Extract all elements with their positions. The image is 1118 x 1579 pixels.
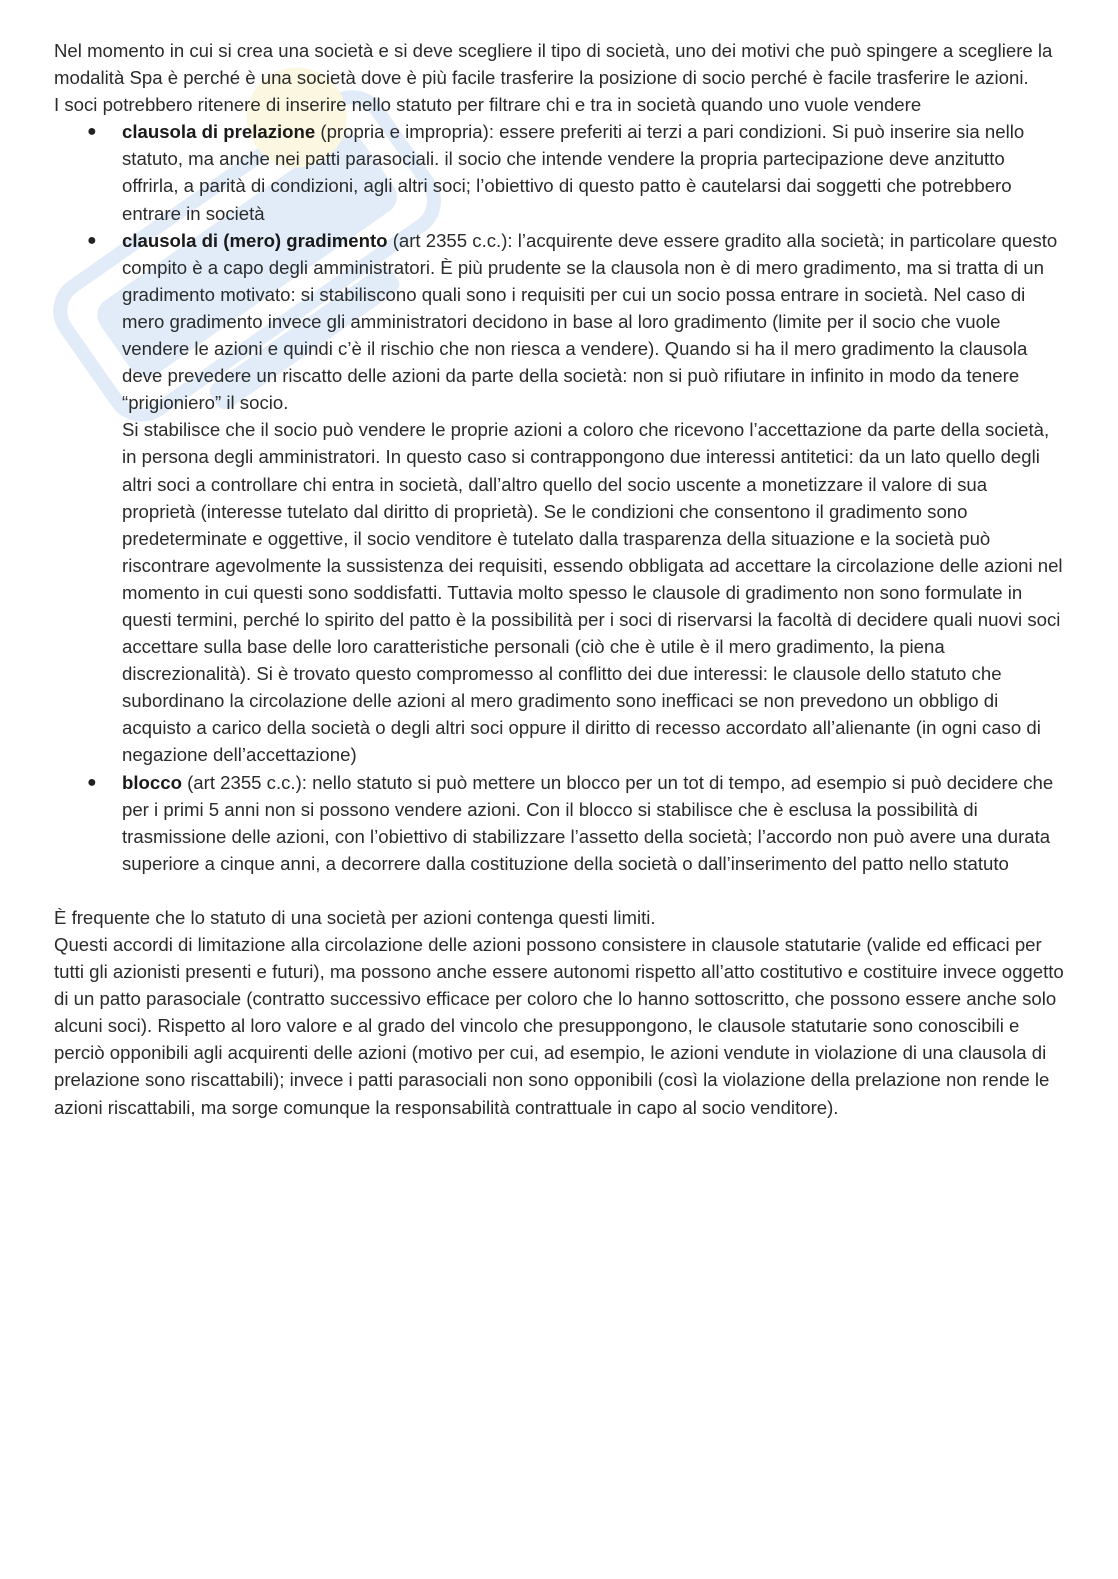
intro-paragraph-2: I soci potrebbero ritenere di inserire nello statuto per filtrare chi e tra in società quando uno vuole vendere xyxy=(54,94,922,116)
closing-paragraph-2: Questi accordi di limitazione alla circolazione delle azioni possono consistere in clausole statutarie (valide ed efficaci per tutti gli azionisti presenti e futuri), ma possono anche essere autonomi rispetto all’atto costitutivo e costituire invece oggetto di un patto parasociale (contratto successivo efficace per coloro che lo hanno sottoscritto, che possono essere anche solo alcuni soci). Rispetto al loro valore e al grado del vincolo che presuppongono, le clausole statutarie sono conoscibili e perciò opponibili agli acquirenti delle azioni (motivo per cui, ad esempio, le azioni vendute in violazione di una clausola di prelazione sono riscattabili); invece i patti parasociali non sono opponibili (così la violazione della prelazione non rende le azioni riscattabili, ma sorge comunque la responsabilità contrattuale in capo al socio venditore). xyxy=(54,934,1064,1118)
list-item-gradimento xyxy=(87,227,1064,769)
text-gradimento: (art 2355 c.c.): l’acquirente deve essere gradito alla società; in particolare questo compito è a capo degli amministratori. È più prudente se la clausola non è di mero gradimento, ma si tratta di un gradimento motivato: si stabiliscono quali sono i requisiti per cui un socio possa entrare in società. Nel caso di mero gradimento invece gli amministratori decidono in base al loro gradimento (limite per il socio che vuole vendere le azioni e quindi c’è il rischio che non riesca a vendere). Quando si ha il mero gradimento la clausola deve prevedere un riscatto delle azioni da parte della società: non si può rifiutare in infinito in modo da tenere “prigioniero” il socio. xyxy=(122,229,1058,414)
text-prelazione: (propria e impropria): essere preferiti ai terzi a pari condizioni. Si può inserire sia nello statuto, ma anche nei patti parasociali. il socio che intende vendere la propria partecipazione deve anzitutto offrirla, a parità di condizioni, agli altri soci; l’obiettivo di questo patto è cautelarsi dai soggetti che potrebbero entrare in società xyxy=(122,121,1025,224)
bullet-dot-icon: ● xyxy=(87,231,97,249)
text-gradimento-extra: Si stabilisce che il socio può vendere le proprie azioni a coloro che ricevono l’accettazione da parte della società, in persona degli amministratori. In questo caso si contrappongono due interessi antitetici: da un lato quello degli altri soci a controllare chi entra in società, dall’altro quello del socio uscente a monetizzare il valore di sua proprietà (interesse tutelato dal diritto di proprietà). Se le condizioni che consentono il gradimento sono predeterminate e oggettive, il socio venditore è tutelato dalla trasparenza della situazione e la società può riscontrare agevolmente la sussistenza dei requisiti, essendo obbligata ad accettare la circolazione delle azioni nel momento in cui questi sono soddisfatti. Tuttavia molto spesso le clausole di gradimento non sono formulate in questi termini, perché lo spirito del patto è la possibilità per i soci di riservarsi la facoltà di decidere quali nuovi soci accettare sulla base delle loro caratteristiche personali (ciò che è utile è il mero gradimento, la piena discrezionalità). Si è trovato questo compromesso al conflitto dei due interessi: le clausole dello statuto che subordinano la circolazione delle azioni al mero gradimento sono inefficaci se non prevedono un obbligo di acquisto a carico della società o degli altri soci oppure il diritto di recesso accordato all’alienante (in ogni caso di negazione dell’accettazione) xyxy=(122,419,1063,766)
term-blocco: blocco xyxy=(122,771,182,793)
paragraph-spacer xyxy=(54,877,1064,904)
bullet-dot-icon: ● xyxy=(87,773,97,791)
list-item-blocco xyxy=(87,769,1064,877)
closing-paragraph-1: È frequente che lo statuto di una società per azioni contenga questi limiti. xyxy=(54,906,656,928)
term-gradimento: clausola di (mero) gradimento xyxy=(122,229,388,251)
list-item-prelazione xyxy=(87,118,1064,226)
bullet-dot-icon: ● xyxy=(87,123,97,141)
intro-paragraph-1: Nel momento in cui si crea una società e si deve scegliere il tipo di società, uno dei motivi che può spingere a scegliere la modalità Spa è perché è una società dove è più facile trasferire la posizione di socio perché è facile trasferire le azioni. xyxy=(54,40,1053,89)
term-prelazione: clausola di prelazione xyxy=(122,121,316,143)
document-body xyxy=(54,37,1064,1121)
text-blocco: (art 2355 c.c.): nello statuto si può mettere un blocco per un tot di tempo, ad esempio si può decidere che per i primi 5 anni non si possono vendere azioni. Con il blocco si stabilisce che è esclusa la possibilità di trasmissione delle azioni, con l’obiettivo di stabilizzare l’assetto della società; l’accordo non può avere una durata superiore a cinque anni, a decorrere dalla costituzione della società o dall’inserimento del patto nello statuto xyxy=(122,771,1054,874)
clause-list xyxy=(54,118,1064,877)
